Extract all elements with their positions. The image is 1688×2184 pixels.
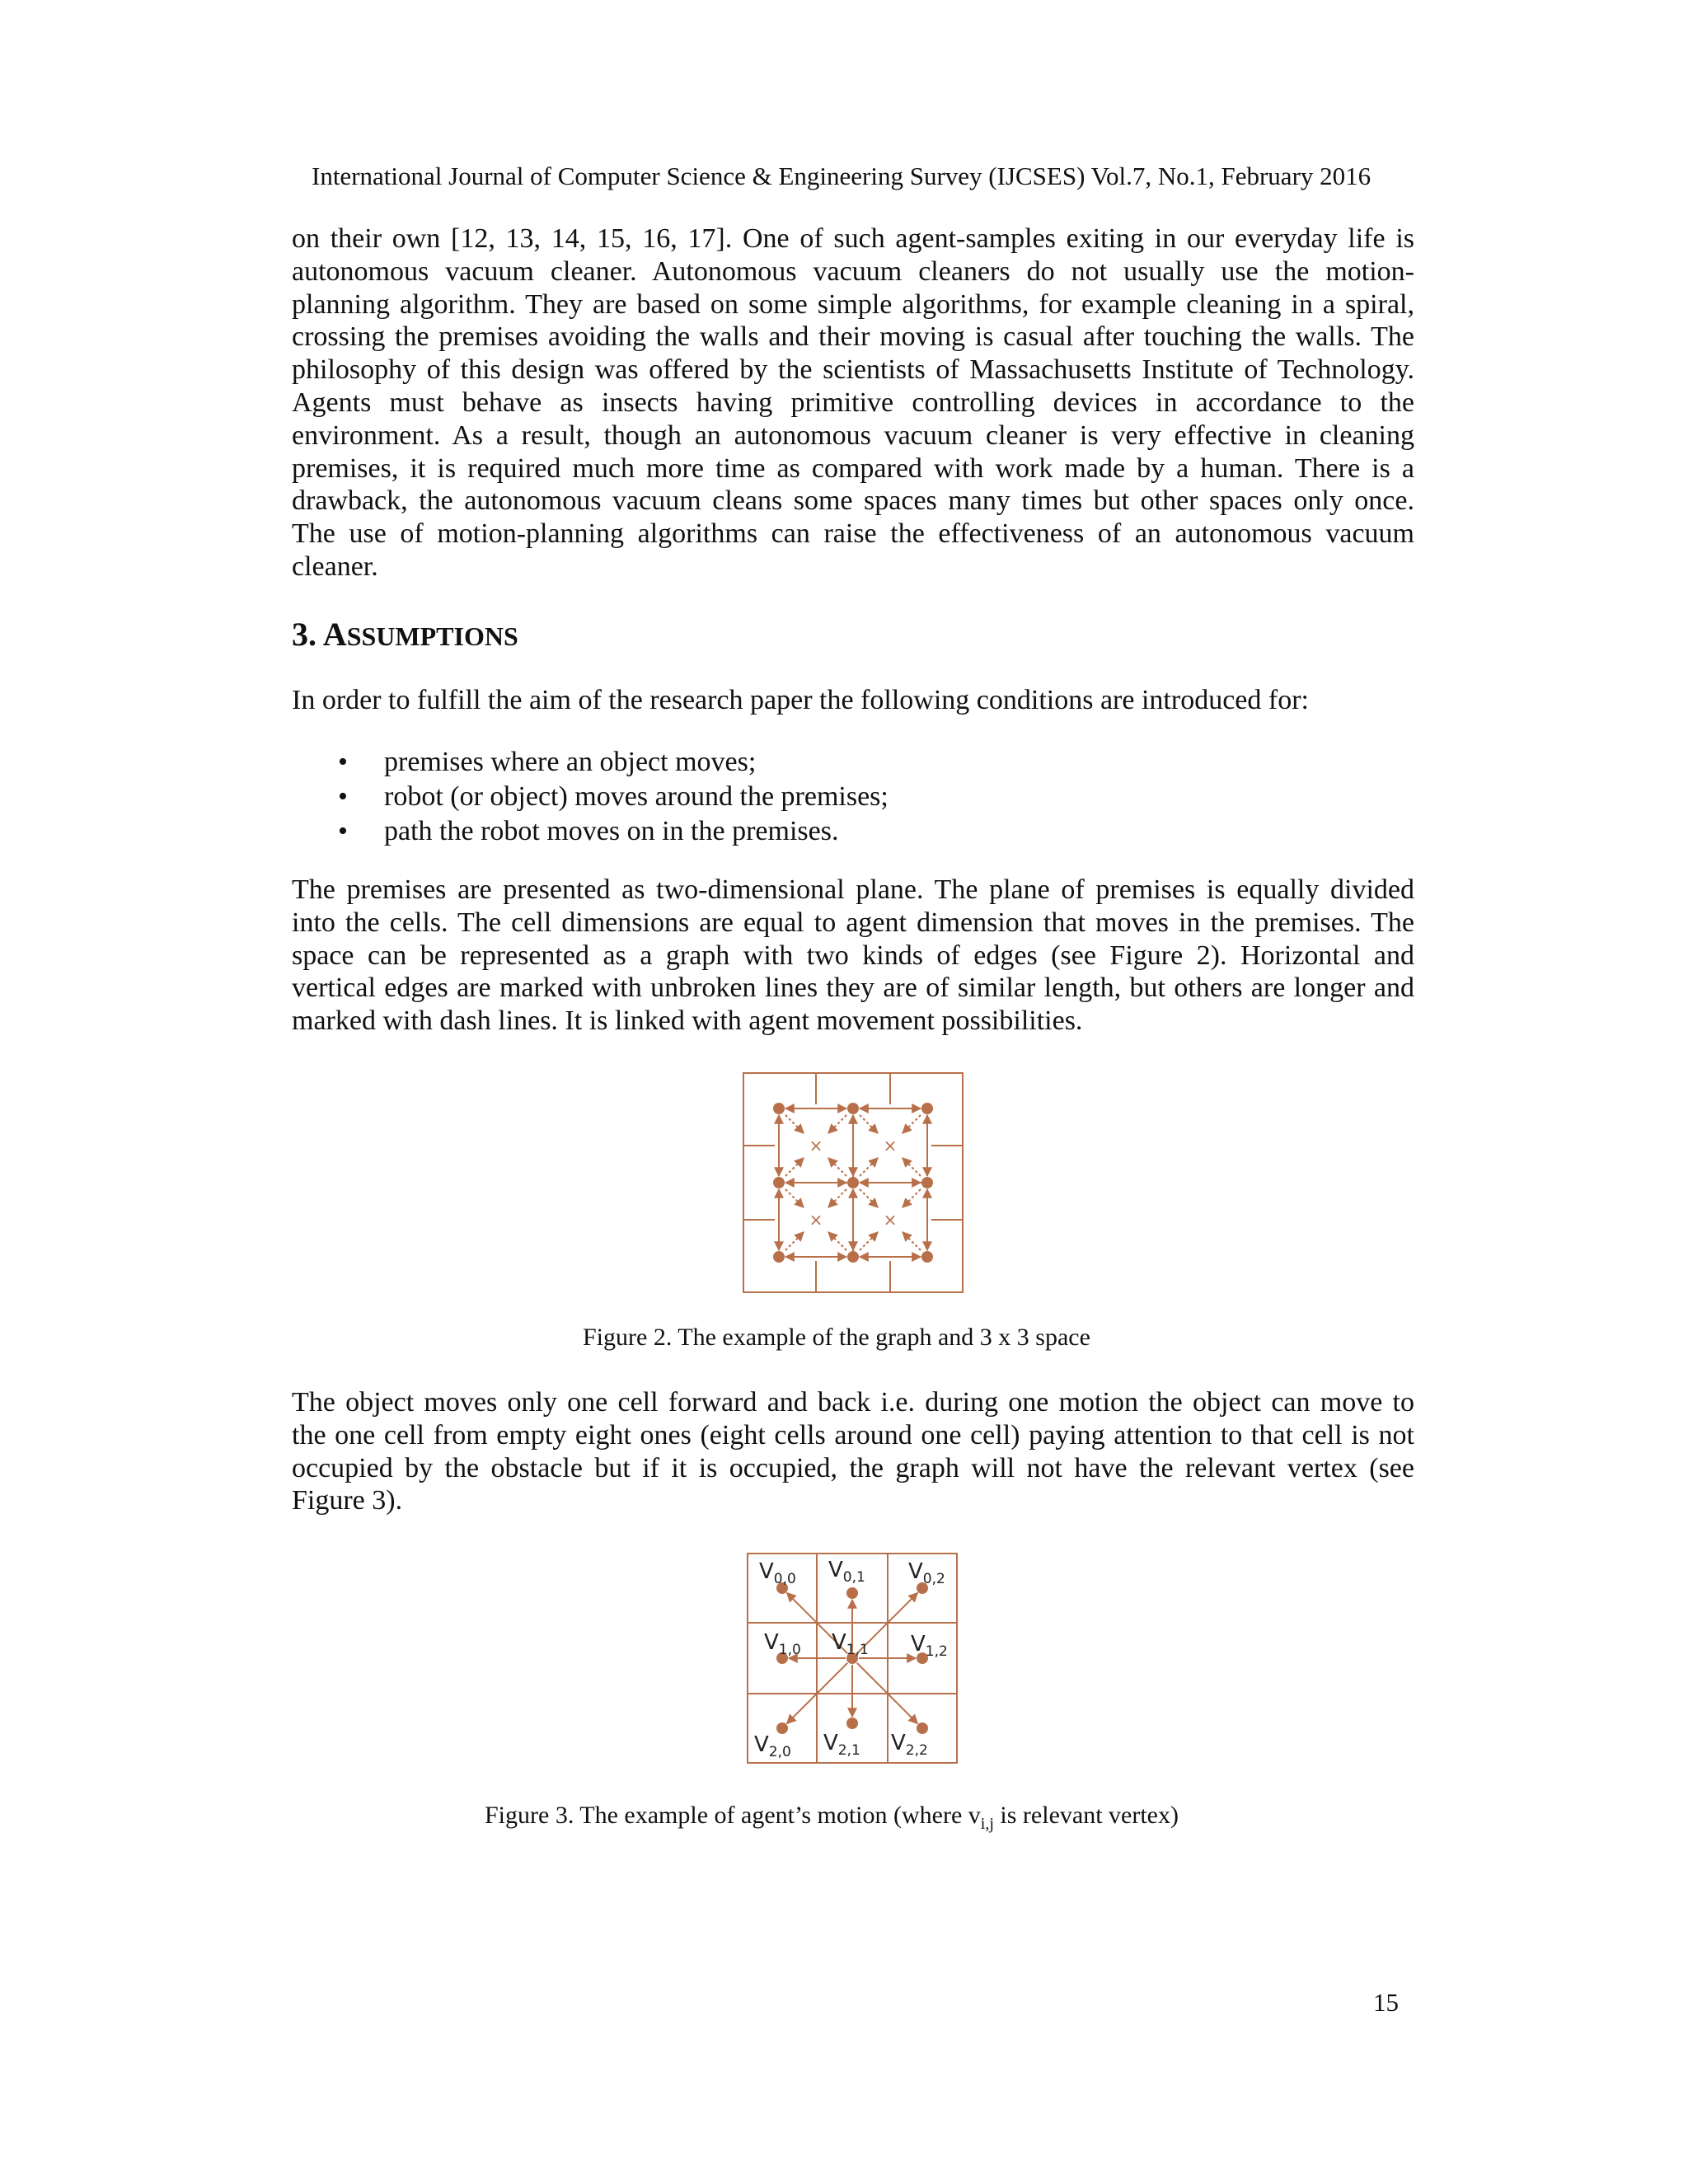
list-item-text: path the robot moves on in the premises. [384, 816, 839, 846]
list-item [292, 814, 889, 849]
text-line: environment. As a result, though an autonomous vacuum cleaner is very effective in cleaning [292, 419, 1414, 451]
diagonal-edge [828, 1115, 846, 1133]
text-line: premises, it is required much more time as compared with work made by a human. There is a [292, 452, 1414, 484]
vertex-label: $V_{1,1}$ [832, 1630, 869, 1658]
text-line: space can be represented as a graph with two kinds of edges (see Figure 2). Horizontal and [292, 940, 1414, 971]
diagonal-edge [828, 1158, 846, 1176]
text-line: drawback, the autonomous vacuum cleans some spaces many times but other spaces only once. [292, 485, 1414, 517]
diagonal-edge [860, 1158, 878, 1176]
text-line: on their own [12, 13, 14, 15, 16, 17]. One of such agent-samples exiting in our everyday life is [292, 223, 1414, 254]
text-line: philosophy of this design was offered by the scientists of Massachusetts Institute of Technology. [292, 354, 1414, 386]
diagonal-edge [785, 1158, 804, 1176]
cross-mark: × [883, 1136, 898, 1155]
diagonal-edge [828, 1189, 846, 1207]
graph-vertex [921, 1103, 933, 1114]
bullet-icon: • [338, 781, 348, 812]
diagonal-edge [903, 1115, 921, 1133]
caption-text-end: is relevant vertex) [993, 1802, 1179, 1829]
text-line: cleaner. [292, 551, 378, 582]
intro-text: In order to fulfill the aim of the research paper the following conditions are introduced for: [292, 685, 1309, 715]
caption-subscript: i,j [980, 1815, 994, 1833]
text-line: occupied by the obstacle but if it is occupied, the graph will not have the relevant vertex (see [292, 1452, 1414, 1483]
neighbour-vertex [917, 1722, 928, 1734]
diagonal-edge [785, 1115, 804, 1133]
graph-vertex [773, 1177, 785, 1188]
bullet-icon: • [338, 747, 348, 777]
figure-2-graph [742, 1071, 964, 1294]
vertex-label: $V_{1,0}$ [764, 1630, 801, 1658]
list-item [292, 780, 889, 814]
paragraph-3 [292, 1386, 1414, 1517]
vertex-label: $V_{1,2}$ [911, 1632, 948, 1660]
vertex-label: $V_{0,1}$ [828, 1558, 865, 1586]
graph-vertex [921, 1177, 933, 1188]
figure-3-caption [485, 1802, 1179, 1834]
vertex-label: $V_{0,0}$ [759, 1559, 796, 1587]
neighbour-vertex [776, 1722, 788, 1734]
diagonal-edge [860, 1189, 878, 1207]
cross-mark: × [809, 1210, 823, 1230]
diagonal-edge [903, 1232, 921, 1250]
diagonal-edge [903, 1158, 921, 1176]
list-item [292, 745, 889, 780]
paragraph-1 [292, 223, 1414, 583]
text-line: Agents must behave as insects having primitive controlling devices in accordance to the [292, 387, 1414, 418]
diagonal-edge [860, 1232, 878, 1250]
graph-vertex [773, 1251, 785, 1263]
graph-vertex [847, 1177, 859, 1188]
vertex-label: $V_{0,2}$ [908, 1559, 945, 1587]
vertex-label: $V_{2,0}$ [754, 1732, 791, 1760]
diagonal-edge [785, 1189, 804, 1207]
list-item-text: premises where an object moves; [384, 747, 757, 777]
text-line: crossing the premises avoiding the walls and their moving is casual after touching the walls. The [292, 321, 1414, 353]
neighbour-vertex [846, 1718, 858, 1729]
diagonal-edge [903, 1189, 921, 1207]
section-number: 3. [292, 616, 316, 653]
cross-mark: × [809, 1136, 823, 1155]
text-line: The use of motion-planning algorithms can raise the effectiveness of an autonomous vacuum [292, 518, 1414, 550]
text-line: the one cell from empty eight ones (eight cells around one cell) paying attention to that cell is not [292, 1419, 1414, 1451]
paragraph-2 [292, 874, 1414, 1038]
section-heading [292, 615, 518, 654]
conditions-list [292, 745, 889, 849]
bullet-icon: • [338, 816, 348, 846]
running-header: International Journal of Computer Science & Engineering Survey (IJCSES) Vol.7, No.1, February 2016 [312, 162, 1372, 190]
vertex-label: $V_{2,1}$ [823, 1731, 860, 1759]
text-line: marked with dash lines. It is linked with agent movement possibilities. [292, 1005, 1083, 1037]
graph-vertex [921, 1251, 933, 1263]
text-line: Figure 3). [292, 1485, 403, 1516]
graph-vertex [847, 1103, 859, 1114]
list-item-text: robot (or object) moves around the premises; [384, 781, 889, 812]
text-line: autonomous vacuum cleaner. Autonomous vacuum cleaners do not usually use the motion- [292, 255, 1414, 287]
section-title-initial: A [322, 616, 347, 653]
section-title-rest: SSUMPTIONS [346, 621, 518, 651]
text-line: The premises are presented as two-dimensional plane. The plane of premises is equally divided [292, 874, 1414, 905]
caption-text: Figure 3. The example of agent’s motion (where v [485, 1802, 981, 1829]
text-line: vertical edges are marked with unbroken lines they are of similar length, but others are longer and [292, 972, 1414, 1004]
graph-vertex [847, 1251, 859, 1263]
vertex-label: $V_{2,2}$ [891, 1731, 928, 1759]
graph-vertex [773, 1103, 785, 1114]
page-number: 15 [1373, 1988, 1399, 2017]
diagonal-edge [785, 1232, 804, 1250]
diagonal-edge [860, 1115, 878, 1133]
neighbour-vertex [846, 1587, 858, 1599]
text-line: planning algorithm. They are based on some simple algorithms, for example cleaning in a spiral, [292, 288, 1414, 320]
figure-3-motion [746, 1552, 959, 1765]
diagonal-edge [828, 1232, 846, 1250]
figure-2-caption: Figure 2. The example of the graph and 3 x 3 space [583, 1324, 1090, 1351]
text-line: The object moves only one cell forward and back i.e. during one motion the object can move to [292, 1387, 1414, 1418]
cross-mark: × [883, 1210, 898, 1230]
text-line: into the cells. The cell dimensions are equal to agent dimension that moves in the premises. The [292, 907, 1414, 938]
